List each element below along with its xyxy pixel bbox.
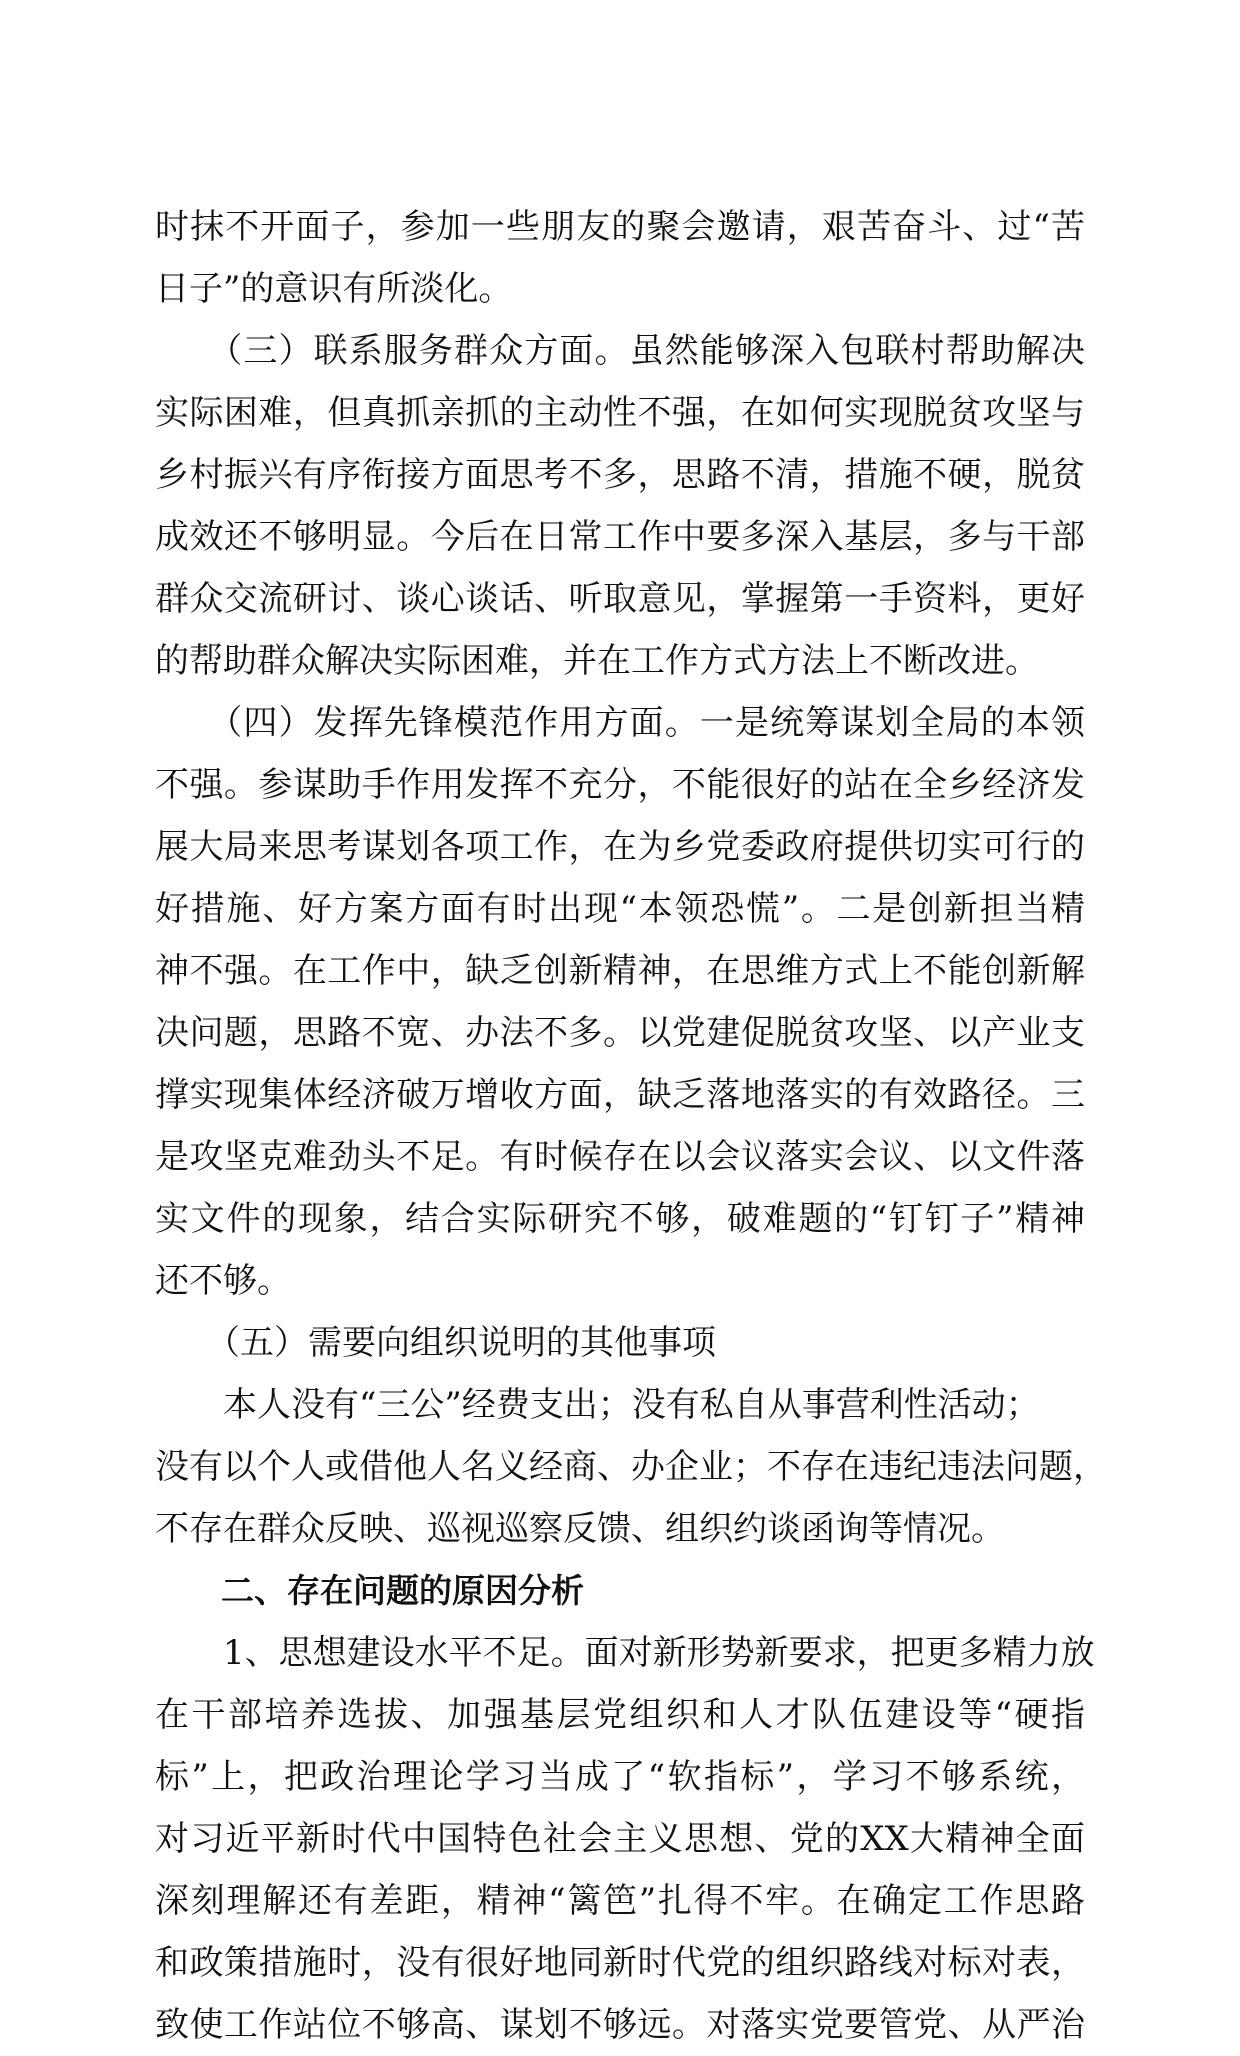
text-line: 对习近平新时代中国特色社会主义思想、党的XX大精神全面 xyxy=(155,1819,1085,1859)
text-line: 好措施、好方案方面有时出现“本领恐慌”。二是创新担当精 xyxy=(155,889,1085,929)
text-line: 标”上，把政治理论学习当成了“软指标”，学习不够系统， xyxy=(155,1757,1085,1797)
text-line: 实文件的现象，结合实际研究不够，破难题的“钉钉子”精神 xyxy=(155,1199,1085,1239)
text-line: （三）联系服务群众方面。虽然能够深入包联村帮助解决 xyxy=(155,331,1085,371)
text-line: 展大局来思考谋划各项工作，在为乡党委政府提供切实可行的 xyxy=(155,827,1085,867)
text-line: 1、思想建设水平不足。面对新形势新要求，把更多精力放 xyxy=(155,1633,1095,1673)
text-line: （五）需要向组织说明的其他事项 xyxy=(155,1323,716,1363)
text-line: 决问题，思路不宽、办法不多。以党建促脱贫攻坚、以产业支 xyxy=(155,1013,1085,1053)
text-line: 和政策措施时，没有很好地同新时代党的组织路线对标对表， xyxy=(155,1943,1085,1983)
text-line: 致使工作站位不够高、谋划不够远。对落实党要管党、从严治 xyxy=(155,2005,1085,2045)
text-line: 不强。参谋助手作用发挥不充分，不能很好的站在全乡经济发 xyxy=(155,765,1085,805)
text-line: 乡村振兴有序衔接方面思考不多，思路不清，措施不硬，脱贫 xyxy=(155,455,1085,495)
section-heading: 二、存在问题的原因分析 xyxy=(155,1571,584,1610)
text-line: 的帮助群众解决实际困难，并在工作方式方法上不断改进。 xyxy=(155,641,1039,681)
text-line: 没有以个人或借他人名义经商、办企业；不存在违纪违法问题， xyxy=(155,1447,1107,1487)
text-line: 撑实现集体经济破万增收方面，缺乏落地落实的有效路径。三 xyxy=(155,1075,1085,1115)
text-line: 群众交流研讨、谈心谈话、听取意见，掌握第一手资料，更好 xyxy=(155,579,1085,619)
text-line: 日子”的意识有所淡化。 xyxy=(155,269,513,309)
text-line: 是攻坚克难劲头不足。有时候存在以会议落实会议、以文件落 xyxy=(155,1137,1085,1177)
text-line: 在干部培养选拔、加强基层党组织和人才队伍建设等“硬指 xyxy=(155,1695,1085,1735)
text-line: 不存在群众反映、巡视巡察反馈、组织约谈函询等情况。 xyxy=(155,1509,1005,1549)
text-line: （四）发挥先锋模范作用方面。一是统筹谋划全局的本领 xyxy=(155,703,1085,743)
text-line: 本人没有“三公”经费支出；没有私自从事营利性活动； xyxy=(155,1385,1040,1425)
text-line: 时抹不开面子，参加一些朋友的聚会邀请，艰苦奋斗、过“苦 xyxy=(155,207,1085,247)
text-line: 实际困难，但真抓亲抓的主动性不强，在如何实现脱贫攻坚与 xyxy=(155,393,1085,433)
document-body xyxy=(155,196,1107,2056)
text-line: 深刻理解还有差距，精神“篱笆”扎得不牢。在确定工作思路 xyxy=(155,1881,1085,1921)
text-line: 成效还不够明显。今后在日常工作中要多深入基层，多与干部 xyxy=(155,517,1085,557)
text-line: 神不强。在工作中，缺乏创新精神，在思维方式上不能创新解 xyxy=(155,951,1085,991)
text-line: 还不够。 xyxy=(155,1261,291,1301)
